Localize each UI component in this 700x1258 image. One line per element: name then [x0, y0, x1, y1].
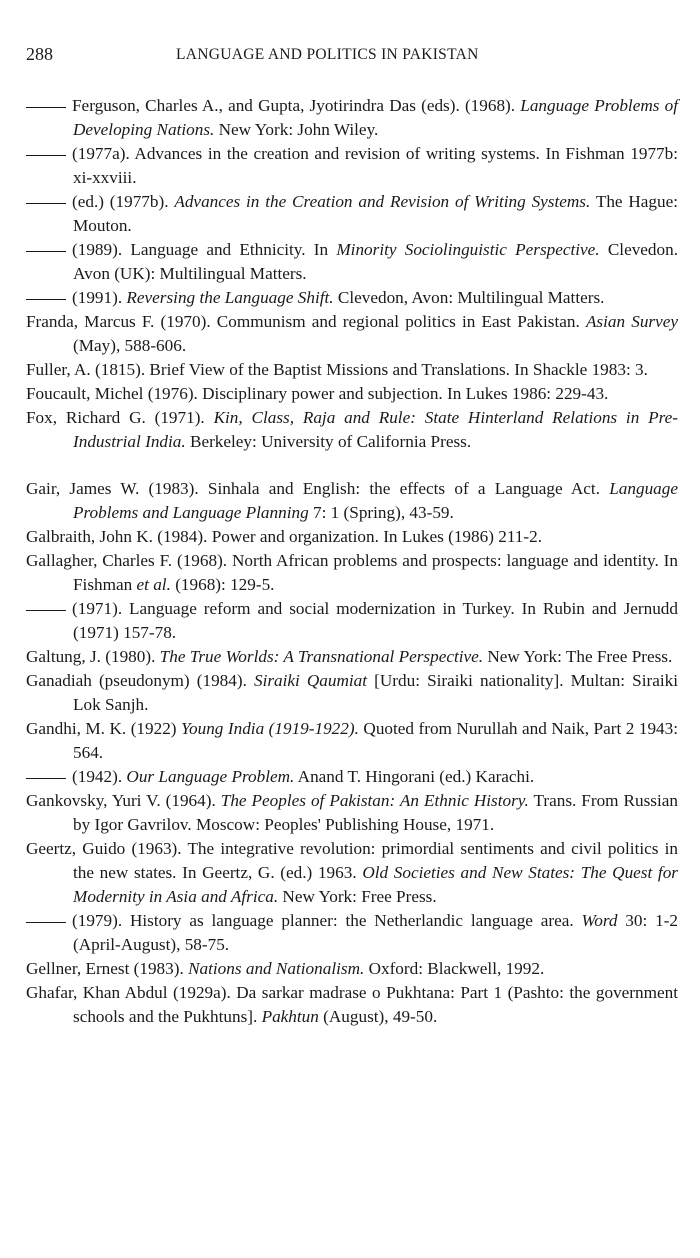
reference-title-italic: Word: [581, 911, 618, 930]
reference-entry: [26, 477, 678, 525]
reference-title-italic: Asian Survey: [585, 312, 679, 331]
reference-text: Gallagher, Charles F. (1968). North African problems and prospects: language and identity. In Fishman: [26, 551, 678, 594]
reference-list: [26, 94, 678, 1029]
reference-entry: [26, 286, 678, 310]
reference-text: (1989). Language and Ethnicity. In: [72, 240, 337, 259]
reference-text: Galbraith, John K. (1984). Power and organization. In Lukes (1986) 211-2.: [26, 527, 542, 546]
reference-text: New York: John Wiley.: [214, 120, 379, 139]
reference-entry: [26, 597, 678, 645]
reference-entry: [26, 837, 678, 909]
reference-title-italic: The Peoples of Pakistan: An Ethnic History.: [220, 791, 529, 810]
reference-text: [Urdu: Siraiki nationality]. Multan: Siraiki Lok Sanjh.: [73, 671, 678, 714]
reference-title-italic: Old Societies and New States: The Quest for Modernity in Asia and Africa.: [73, 863, 678, 906]
reference-text: Ghafar, Khan Abdul (1929a). Da sarkar madrase o Pukhtana: Part 1 (Pashto: the government schools and the Pukhtuns].: [26, 983, 678, 1026]
page-header: [26, 44, 678, 68]
reference-entry: [26, 717, 678, 765]
reference-text: Franda, Marcus F. (1970). Communism and regional politics in East Pakistan.: [26, 312, 586, 331]
reference-title-italic: Language Problems and Language Planning: [73, 479, 678, 522]
reference-title-italic: et al.: [136, 575, 171, 594]
repeat-author-dash: [26, 777, 66, 779]
reference-entry: [26, 789, 678, 837]
reference-title-italic: Nations and Nationalism.: [188, 959, 365, 978]
reference-text: (ed.) (1977b).: [72, 192, 175, 211]
reference-text: Galtung, J. (1980).: [26, 647, 160, 666]
reference-text: Clevedon, Avon: Multilingual Matters.: [333, 288, 605, 307]
repeat-author-dash: [26, 609, 66, 611]
reference-text: Gankovsky, Yuri V. (1964).: [26, 791, 221, 810]
repeat-author-dash: [26, 298, 66, 300]
reference-text: (1971). Language reform and social modernization in Turkey. In Rubin and Jernudd (1971) 157-78.: [72, 599, 678, 642]
reference-entry: [26, 645, 678, 669]
reference-text: Geertz, Guido (1963). The integrative revolution: primordial sentiments and civil politics in the new states. In Geertz, G. (ed.) 1963.: [26, 839, 678, 882]
running-title: LANGUAGE AND POLITICS IN PAKISTAN: [176, 46, 479, 63]
reference-text: New York: Free Press.: [278, 887, 437, 906]
reference-text: (May), 588-606.: [73, 336, 187, 355]
reference-entry: [26, 94, 678, 142]
reference-entry: [26, 765, 678, 789]
reference-text: (August), 49-50.: [318, 1007, 438, 1026]
reference-text: (1942).: [72, 767, 127, 786]
reference-text: New York: The Free Press.: [483, 647, 673, 666]
reference-text: (1977a). Advances in the creation and revision of writing systems. In Fishman 1977b: xi-xxviii.: [72, 144, 678, 187]
reference-text: Gellner, Ernest (1983).: [26, 959, 189, 978]
reference-entry: [26, 406, 678, 454]
reference-title-italic: Kin, Class, Raja and Rule: State Hinterland Relations in Pre-Industrial India.: [73, 408, 679, 451]
repeat-author-dash: [26, 154, 66, 156]
reference-text: (1979). History as language planner: the Netherlandic language area.: [72, 911, 582, 930]
reference-title-italic: Language Problems of Developing Nations.: [73, 96, 678, 139]
reference-entry: [26, 909, 678, 957]
reference-entry: [26, 981, 678, 1029]
reference-text: Anand T. Hingorani (ed.) Karachi.: [294, 767, 535, 786]
reference-text: 7: 1 (Spring), 43-59.: [308, 503, 454, 522]
reference-entry: [26, 238, 678, 286]
reference-title-italic: Young India (1919-1922).: [181, 719, 359, 738]
reference-entry: [26, 358, 678, 382]
reference-text: Foucault, Michel (1976). Disciplinary power and subjection. In Lukes 1986: 229-43.: [26, 384, 609, 403]
repeat-author-dash: [26, 202, 66, 204]
reference-entry: [26, 957, 678, 981]
reference-text: Ganadiah (pseudonym) (1984).: [26, 671, 254, 690]
reference-text: Berkeley: University of California Press.: [185, 432, 472, 451]
reference-title-italic: Siraiki Qaumiat: [253, 671, 368, 690]
reference-title-italic: Advances in the Creation and Revision of Writing Systems.: [174, 192, 591, 211]
reference-entry: [26, 382, 678, 406]
reference-text: 30: 1-2 (April-August), 58-75.: [73, 911, 679, 954]
reference-title-italic: The True Worlds: A Transnational Perspective.: [159, 647, 484, 666]
reference-text: Oxford: Blackwell, 1992.: [364, 959, 545, 978]
reference-text: Gair, James W. (1983). Sinhala and English: the effects of a Language Act.: [26, 479, 610, 498]
reference-title-italic: Pakhtun: [261, 1007, 319, 1026]
reference-text: Gandhi, M. K. (1922): [26, 719, 182, 738]
reference-text: Clevedon. Avon (UK): Multilingual Matters.: [73, 240, 678, 283]
reference-text: Trans. From Russian by Igor Gavrilov. Moscow: Peoples' Publishing House, 1971.: [73, 791, 678, 834]
reference-text: Fuller, A. (1815). Brief View of the Baptist Missions and Translations. In Shackle 1983: 3.: [26, 360, 648, 379]
page-number: 288: [26, 44, 53, 64]
repeat-author-dash: [26, 250, 66, 252]
reference-title-italic: Minority Sociolinguistic Perspective.: [336, 240, 600, 259]
repeat-author-dash: [26, 106, 66, 108]
reference-text: Fox, Richard G. (1971).: [26, 408, 214, 427]
reference-text: (1968): 129-5.: [170, 575, 275, 594]
reference-text: The Hague: Mouton.: [73, 192, 678, 235]
reference-entry: [26, 190, 678, 238]
reference-title-italic: Our Language Problem.: [126, 767, 295, 786]
reference-entry: [26, 669, 678, 717]
reference-entry: [26, 142, 678, 190]
reference-entry: [26, 549, 678, 597]
reference-text: (1991).: [72, 288, 127, 307]
reference-entry: [26, 310, 678, 358]
reference-text: Ferguson, Charles A., and Gupta, Jyotirindra Das (eds). (1968).: [72, 96, 521, 115]
reference-text: Quoted from Nurullah and Naik, Part 2 1943: 564.: [73, 719, 678, 762]
repeat-author-dash: [26, 921, 66, 923]
reference-title-italic: Reversing the Language Shift.: [126, 288, 334, 307]
reference-entry: [26, 525, 678, 549]
